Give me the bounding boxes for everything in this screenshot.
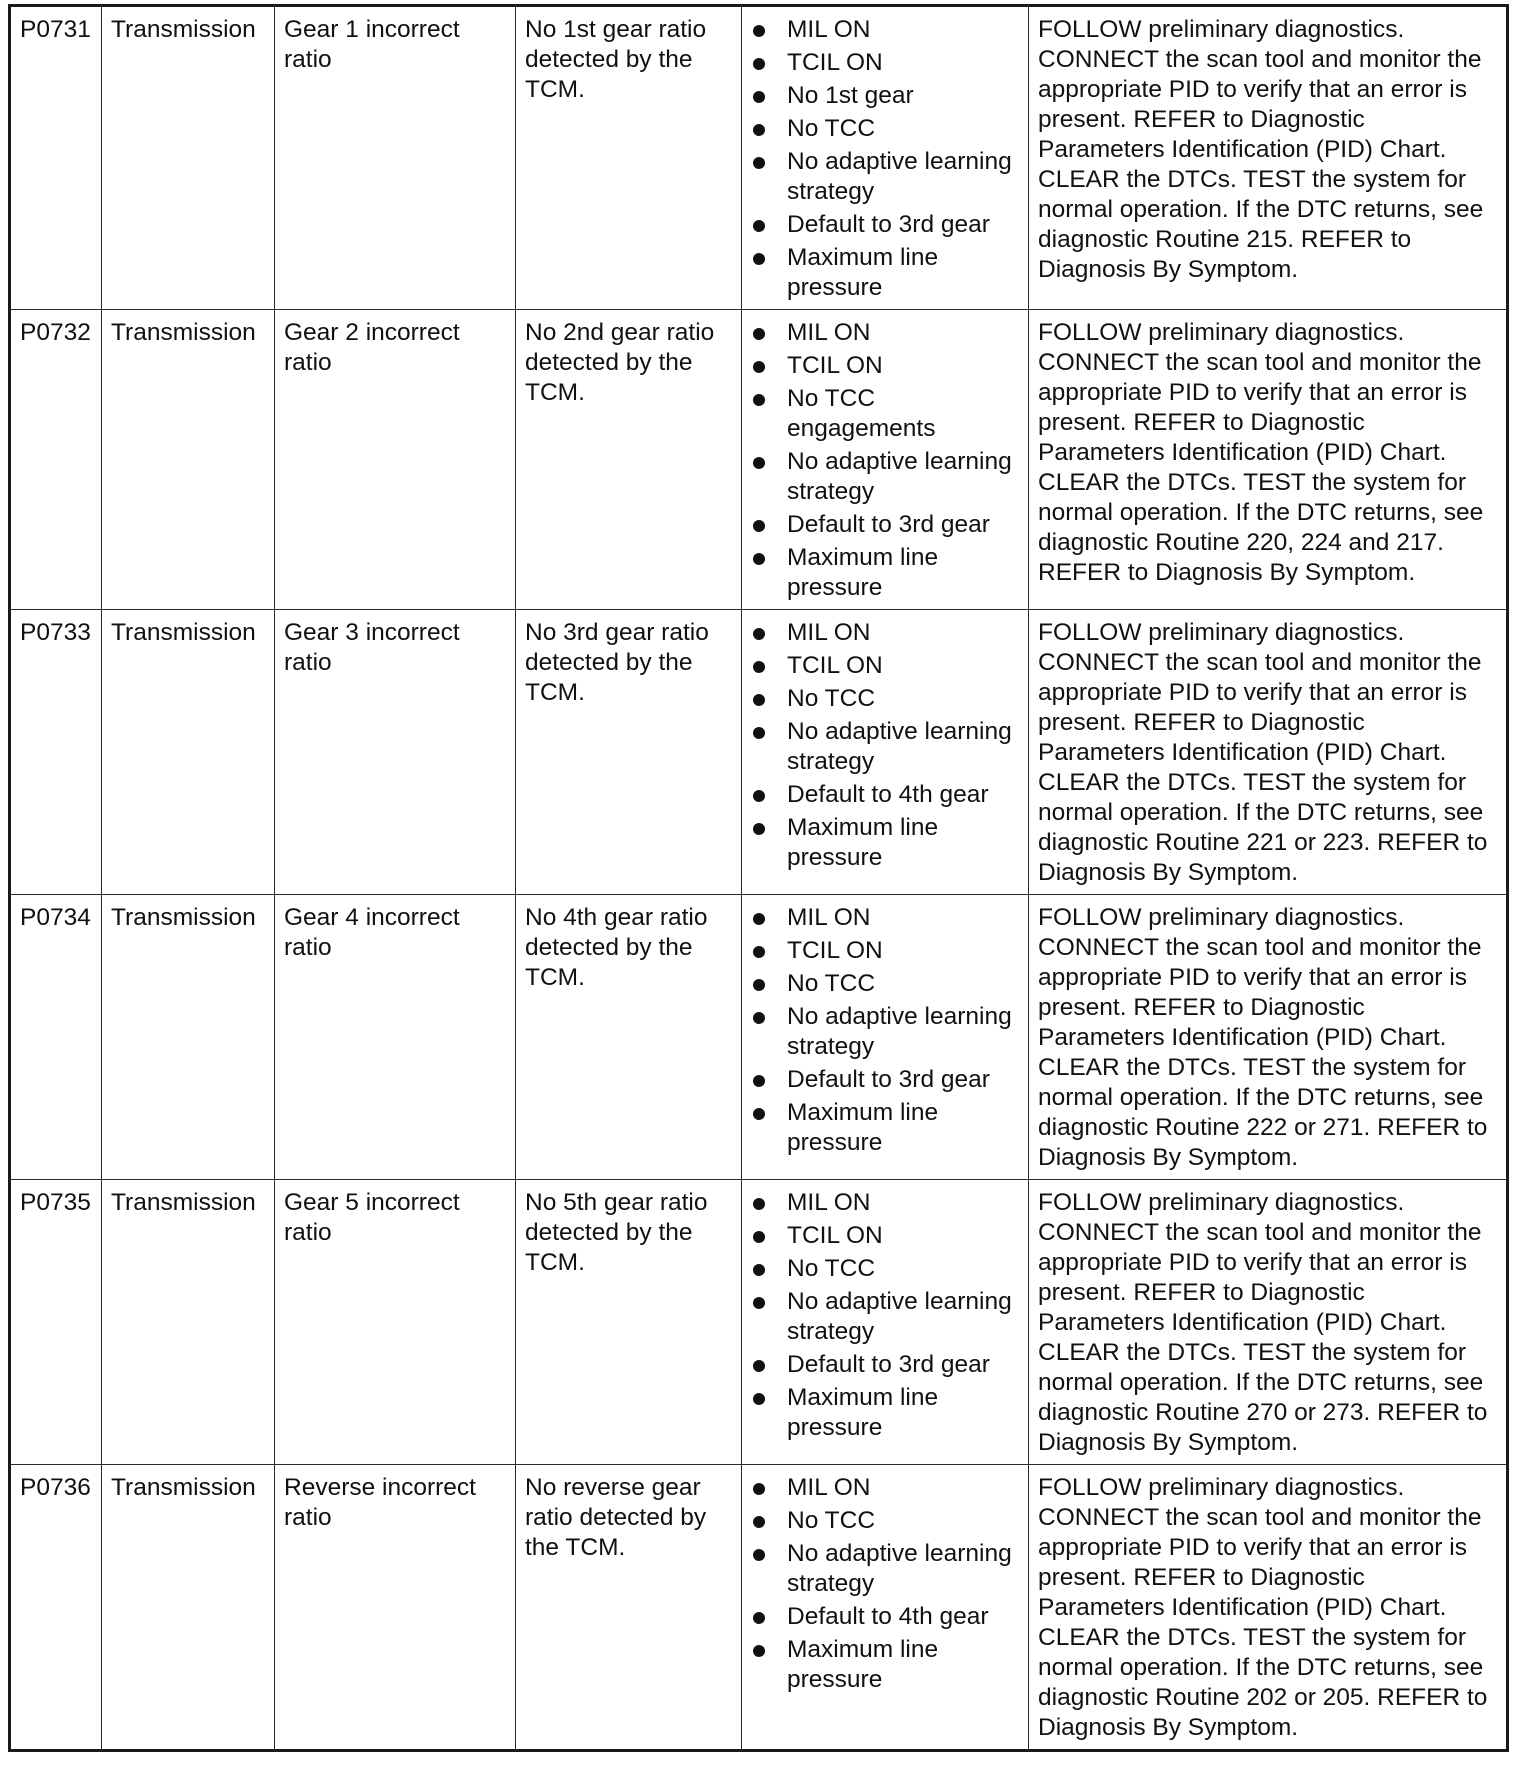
table-row: [10, 310, 1508, 610]
bullet-icon: [753, 328, 765, 340]
bullet-icon: [753, 520, 765, 532]
bullet-icon: [753, 157, 765, 169]
symptom-item: [751, 318, 1020, 348]
bullet-icon: [753, 58, 765, 70]
symptom-text: Maximum line pressure: [787, 1384, 939, 1441]
symptom-text: No adaptive learning strategy: [787, 1003, 1012, 1060]
symptom-item: [751, 1188, 1020, 1218]
symptom-text: Maximum line pressure: [787, 244, 939, 301]
action-cell: FOLLOW preliminary diagnostics. CONNECT the scan tool and monitor the appropriate PID to verify that an error is present. REFER to Diagnostic Parameters Identification (PID) Chart. CLEAR the DTCs. TEST the system for normal operation. If the DTC returns, see diagnostic Routine 270 or 273. REFER to Diagnosis By Symptom.: [1029, 1180, 1508, 1465]
symptom-text: Maximum line pressure: [787, 544, 939, 601]
condition-cell: No 4th gear ratio detected by the TCM.: [516, 895, 742, 1180]
symptom-text: MIL ON: [787, 16, 871, 43]
bullet-icon: [753, 1483, 765, 1495]
symptom-item: [751, 384, 1020, 444]
description-cell: Gear 1 incorrect ratio: [275, 6, 516, 310]
symptom-text: No TCC engagements: [787, 385, 936, 442]
symptom-text: Default to 3rd gear: [787, 211, 990, 238]
bullet-icon: [753, 1012, 765, 1024]
bullet-icon: [753, 1549, 765, 1561]
symptom-text: No adaptive learning strategy: [787, 1540, 1012, 1597]
symptom-item: [751, 1002, 1020, 1062]
bullet-icon: [753, 1516, 765, 1528]
symptom-text: Maximum line pressure: [787, 1099, 939, 1156]
symptom-text: Default to 3rd gear: [787, 511, 990, 538]
symptom-item: [751, 1602, 1020, 1632]
symptom-text: No adaptive learning strategy: [787, 1288, 1012, 1345]
symptom-text: TCIL ON: [787, 1222, 883, 1249]
symptom-item: [751, 81, 1020, 111]
action-cell: FOLLOW preliminary diagnostics. CONNECT the scan tool and monitor the appropriate PID to verify that an error is present. REFER to Diagnostic Parameters Identification (PID) Chart. CLEAR the DTCs. TEST the system for normal operation. If the DTC returns, see diagnostic Routine 220, 224 and 217. REFER to Diagnosis By Symptom.: [1029, 310, 1508, 610]
condition-cell: No 3rd gear ratio detected by the TCM.: [516, 610, 742, 895]
symptom-item: [751, 1065, 1020, 1095]
symptom-text: No 1st gear: [787, 82, 914, 109]
symptom-text: No TCC: [787, 685, 876, 712]
symptom-text: No adaptive learning strategy: [787, 448, 1012, 505]
bullet-icon: [753, 661, 765, 673]
symptom-item: [751, 1506, 1020, 1536]
bullet-icon: [753, 124, 765, 136]
action-cell: FOLLOW preliminary diagnostics. CONNECT the scan tool and monitor the appropriate PID to verify that an error is present. REFER to Diagnostic Parameters Identification (PID) Chart. CLEAR the DTCs. TEST the system for normal operation. If the DTC returns, see diagnostic Routine 221 or 223. REFER to Diagnosis By Symptom.: [1029, 610, 1508, 895]
symptom-text: Default to 4th gear: [787, 781, 989, 808]
symptom-item: [751, 936, 1020, 966]
symptom-text: Default to 3rd gear: [787, 1351, 990, 1378]
description-cell: Gear 3 incorrect ratio: [275, 610, 516, 895]
condition-cell: No reverse gear ratio detected by the TCM.: [516, 1465, 742, 1751]
symptom-text: TCIL ON: [787, 937, 883, 964]
symptom-text: No adaptive learning strategy: [787, 148, 1012, 205]
symptom-text: No TCC: [787, 970, 876, 997]
symptom-list: [751, 1188, 1020, 1443]
symptom-item: [751, 1539, 1020, 1599]
action-cell: FOLLOW preliminary diagnostics. CONNECT the scan tool and monitor the appropriate PID to verify that an error is present. REFER to Diagnostic Parameters Identification (PID) Chart. CLEAR the DTCs. TEST the system for normal operation. If the DTC returns, see diagnostic Routine 222 or 271. REFER to Diagnosis By Symptom.: [1029, 895, 1508, 1180]
dtc-code-cell: P0736: [10, 1465, 102, 1751]
condition-cell: No 5th gear ratio detected by the TCM.: [516, 1180, 742, 1465]
bullet-icon: [753, 913, 765, 925]
symptom-text: No TCC: [787, 115, 876, 142]
symptom-item: [751, 1254, 1020, 1284]
dtc-code-cell: P0731: [10, 6, 102, 310]
symptom-list: [751, 903, 1020, 1158]
bullet-icon: [753, 727, 765, 739]
symptoms-cell: [742, 1465, 1029, 1751]
symptom-list: [751, 318, 1020, 603]
bullet-icon: [753, 1645, 765, 1657]
table-row: [10, 1180, 1508, 1465]
system-cell: Transmission: [102, 895, 275, 1180]
system-cell: Transmission: [102, 1465, 275, 1751]
symptom-item: [751, 243, 1020, 303]
symptom-item: [751, 48, 1020, 78]
symptom-text: MIL ON: [787, 619, 871, 646]
symptom-text: No TCC: [787, 1255, 876, 1282]
bullet-icon: [753, 394, 765, 406]
symptom-item: [751, 717, 1020, 777]
bullet-icon: [753, 628, 765, 640]
bullet-icon: [753, 1075, 765, 1087]
symptom-text: TCIL ON: [787, 352, 883, 379]
symptom-item: [751, 813, 1020, 873]
symptom-item: [751, 1635, 1020, 1695]
symptom-list: [751, 1473, 1020, 1695]
symptom-item: [751, 1383, 1020, 1443]
condition-cell: No 1st gear ratio detected by the TCM.: [516, 6, 742, 310]
bullet-icon: [753, 1297, 765, 1309]
bullet-icon: [753, 946, 765, 958]
condition-cell: No 2nd gear ratio detected by the TCM.: [516, 310, 742, 610]
dtc-code-cell: P0732: [10, 310, 102, 610]
description-cell: Gear 2 incorrect ratio: [275, 310, 516, 610]
symptom-text: Default to 3rd gear: [787, 1066, 990, 1093]
symptoms-cell: [742, 895, 1029, 1180]
symptom-item: [751, 447, 1020, 507]
table-row: [10, 1465, 1508, 1751]
bullet-icon: [753, 91, 765, 103]
symptoms-cell: [742, 1180, 1029, 1465]
symptoms-cell: [742, 610, 1029, 895]
bullet-icon: [753, 1612, 765, 1624]
symptom-item: [751, 1287, 1020, 1347]
symptom-text: Default to 4th gear: [787, 1603, 989, 1630]
symptom-item: [751, 618, 1020, 648]
bullet-icon: [753, 220, 765, 232]
symptom-item: [751, 510, 1020, 540]
table-row: [10, 6, 1508, 310]
bullet-icon: [753, 1393, 765, 1405]
system-cell: Transmission: [102, 610, 275, 895]
symptoms-cell: [742, 6, 1029, 310]
symptom-text: Maximum line pressure: [787, 814, 939, 871]
dtc-code-cell: P0734: [10, 895, 102, 1180]
symptom-text: MIL ON: [787, 1474, 871, 1501]
action-cell: FOLLOW preliminary diagnostics. CONNECT the scan tool and monitor the appropriate PID to verify that an error is present. REFER to Diagnostic Parameters Identification (PID) Chart. CLEAR the DTCs. TEST the system for normal operation. If the DTC returns, see diagnostic Routine 215. REFER to Diagnosis By Symptom.: [1029, 6, 1508, 310]
symptom-item: [751, 684, 1020, 714]
symptom-item: [751, 114, 1020, 144]
symptom-text: MIL ON: [787, 904, 871, 931]
dtc-code-cell: P0733: [10, 610, 102, 895]
symptom-item: [751, 1473, 1020, 1503]
symptom-text: TCIL ON: [787, 49, 883, 76]
symptom-item: [751, 147, 1020, 207]
symptoms-cell: [742, 310, 1029, 610]
bullet-icon: [753, 1264, 765, 1276]
symptom-text: No TCC: [787, 1507, 876, 1534]
symptom-item: [751, 543, 1020, 603]
symptom-item: [751, 15, 1020, 45]
symptom-item: [751, 780, 1020, 810]
bullet-icon: [753, 361, 765, 373]
symptom-text: Maximum line pressure: [787, 1636, 939, 1693]
bullet-icon: [753, 253, 765, 265]
table-row: [10, 895, 1508, 1180]
bullet-icon: [753, 1231, 765, 1243]
symptom-item: [751, 651, 1020, 681]
bullet-icon: [753, 694, 765, 706]
description-cell: Gear 4 incorrect ratio: [275, 895, 516, 1180]
symptom-list: [751, 15, 1020, 303]
symptom-item: [751, 969, 1020, 999]
description-cell: Gear 5 incorrect ratio: [275, 1180, 516, 1465]
symptom-text: No adaptive learning strategy: [787, 718, 1012, 775]
symptom-list: [751, 618, 1020, 873]
symptom-text: TCIL ON: [787, 652, 883, 679]
bullet-icon: [753, 25, 765, 37]
system-cell: Transmission: [102, 310, 275, 610]
dtc-table: [8, 4, 1509, 1752]
dtc-table-body: [10, 6, 1508, 1751]
bullet-icon: [753, 1360, 765, 1372]
system-cell: Transmission: [102, 6, 275, 310]
bullet-icon: [753, 457, 765, 469]
dtc-code-cell: P0735: [10, 1180, 102, 1465]
action-cell: FOLLOW preliminary diagnostics. CONNECT the scan tool and monitor the appropriate PID to verify that an error is present. REFER to Diagnostic Parameters Identification (PID) Chart. CLEAR the DTCs. TEST the system for normal operation. If the DTC returns, see diagnostic Routine 202 or 205. REFER to Diagnosis By Symptom.: [1029, 1465, 1508, 1751]
system-cell: Transmission: [102, 1180, 275, 1465]
bullet-icon: [753, 553, 765, 565]
bullet-icon: [753, 979, 765, 991]
description-cell: Reverse incorrect ratio: [275, 1465, 516, 1751]
symptom-item: [751, 903, 1020, 933]
bullet-icon: [753, 1108, 765, 1120]
symptom-text: MIL ON: [787, 319, 871, 346]
symptom-item: [751, 1098, 1020, 1158]
symptom-text: MIL ON: [787, 1189, 871, 1216]
symptom-item: [751, 210, 1020, 240]
bullet-icon: [753, 790, 765, 802]
table-row: [10, 610, 1508, 895]
symptom-item: [751, 1221, 1020, 1251]
symptom-item: [751, 351, 1020, 381]
bullet-icon: [753, 1198, 765, 1210]
bullet-icon: [753, 823, 765, 835]
symptom-item: [751, 1350, 1020, 1380]
